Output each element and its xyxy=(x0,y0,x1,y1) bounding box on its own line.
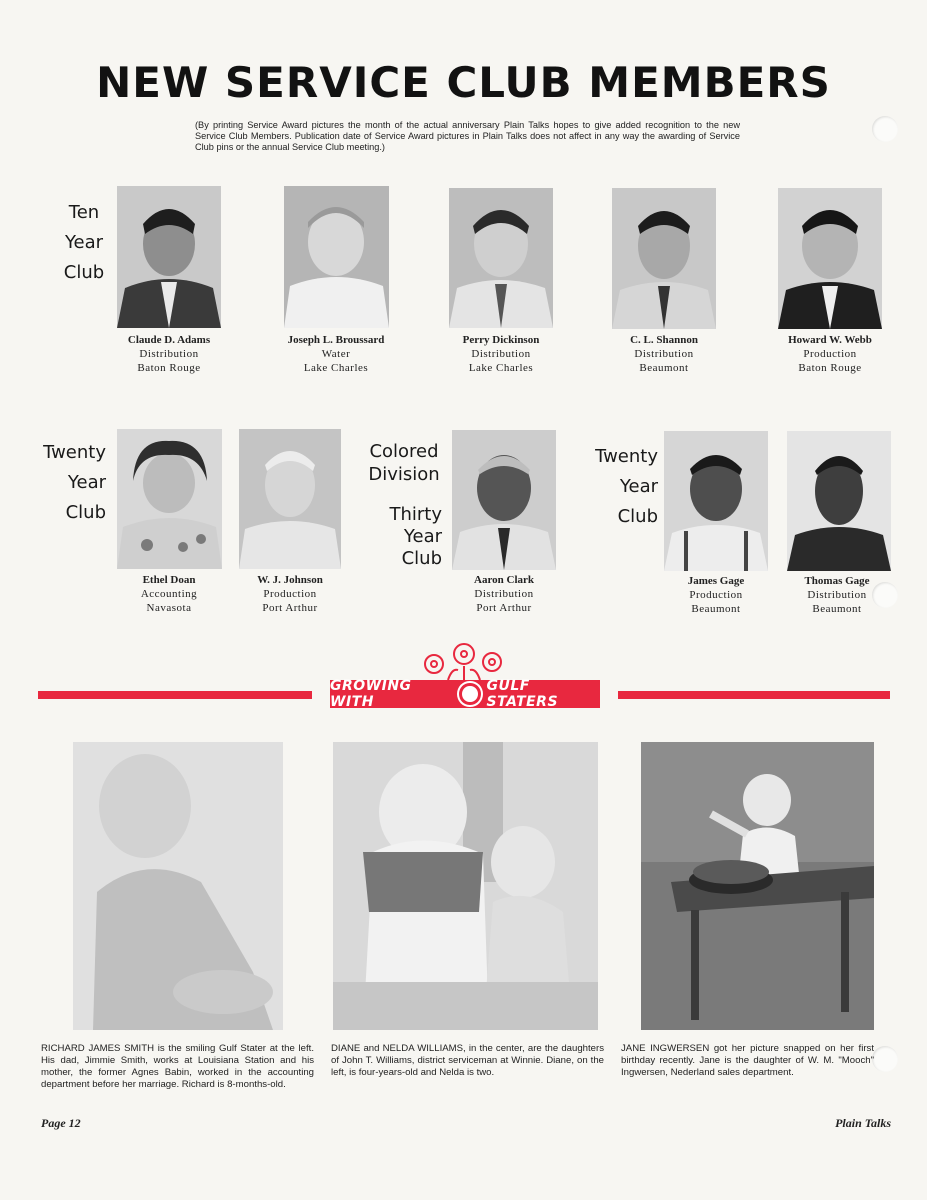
gulf-states-logo-icon xyxy=(459,683,480,705)
portrait-photo xyxy=(452,430,556,570)
sisters-photo xyxy=(333,742,598,1030)
member-caption: Howard W. Webb Production Baton Rouge xyxy=(788,334,872,374)
intro-note: (By printing Service Award pictures the month of the actual anniversary Plain Talks hopes to give added recognition to the new Service Club Members. Publication date of Service Award pictures in Plain Talks does not affect in any way the awarding of Service Club pins or the annual Service Club meeting.) xyxy=(195,120,740,152)
portrait-photo xyxy=(778,188,882,329)
portrait-photo xyxy=(449,188,553,328)
story-richard-smith: RICHARD JAMES SMITH is the smiling Gulf Stater at the left. His dad, Jimmie Smith, works at Louisiana Station and his mother, the former Agnes Babin, worked in the accounting department before her marriage. Richard is 8-months-old. xyxy=(41,1043,314,1090)
section-rule xyxy=(38,691,312,699)
member-caption: Thomas Gage Distribution Beaumont xyxy=(804,575,870,615)
section-banner: GROWING WITH GULF STATERS xyxy=(330,680,600,708)
page-number: Page 12 xyxy=(41,1116,81,1130)
portrait-photo xyxy=(117,429,222,569)
member-caption: Ethel Doan Accounting Navasota xyxy=(140,574,198,614)
member-caption: W. J. Johnson Production Port Arthur xyxy=(257,574,323,614)
baby-photo xyxy=(73,742,283,1030)
group-label-twenty-year-colored: Twenty Year Club xyxy=(595,446,658,527)
group-label-thirty-year: Thirty Year Club xyxy=(389,504,442,569)
portrait-photo xyxy=(117,186,221,328)
member-caption: Joseph L. Broussard Water Lake Charles xyxy=(287,334,385,374)
member-caption: Perry Dickinson Distribution Lake Charles xyxy=(462,334,540,374)
member-caption: Claude D. Adams Distribution Baton Rouge xyxy=(127,334,211,374)
member-caption: C. L. Shannon Distribution Beaumont xyxy=(630,334,698,374)
portrait-photo xyxy=(787,431,891,571)
portrait-photo xyxy=(284,186,389,328)
section-rule xyxy=(618,691,890,699)
birthday-photo xyxy=(641,742,874,1030)
member-caption: James Gage Production Beaumont xyxy=(687,575,745,615)
portrait-photo xyxy=(664,431,768,571)
portrait-photo xyxy=(612,188,716,329)
group-label-ten-year: Ten Year Club xyxy=(63,202,105,283)
member-caption: Aaron Clark Distribution Port Arthur xyxy=(474,574,534,614)
portrait-photo xyxy=(239,429,341,569)
page-title: NEW SERVICE CLUB MEMBERS xyxy=(96,58,831,107)
story-williams-sisters: DIANE and NELDA WILLIAMS, in the center, are the daughters of John T. Williams, district serviceman at Winnie. Diane, on the left, is four-years-old and Nelda is two. xyxy=(331,1043,604,1078)
publication-name: Plain Talks xyxy=(835,1116,891,1130)
group-label-colored-division: Colored Division xyxy=(368,441,440,485)
punch-hole xyxy=(872,116,898,142)
group-label-twenty-year: Twenty Year Club xyxy=(43,442,106,523)
punch-hole xyxy=(872,1046,898,1072)
story-jane-ingwersen: JANE INGWERSEN got her picture snapped on her first birthday recently. Jane is the daughter of W. M. "Mooch" Ingwersen, Nederland sales department. xyxy=(621,1043,874,1078)
